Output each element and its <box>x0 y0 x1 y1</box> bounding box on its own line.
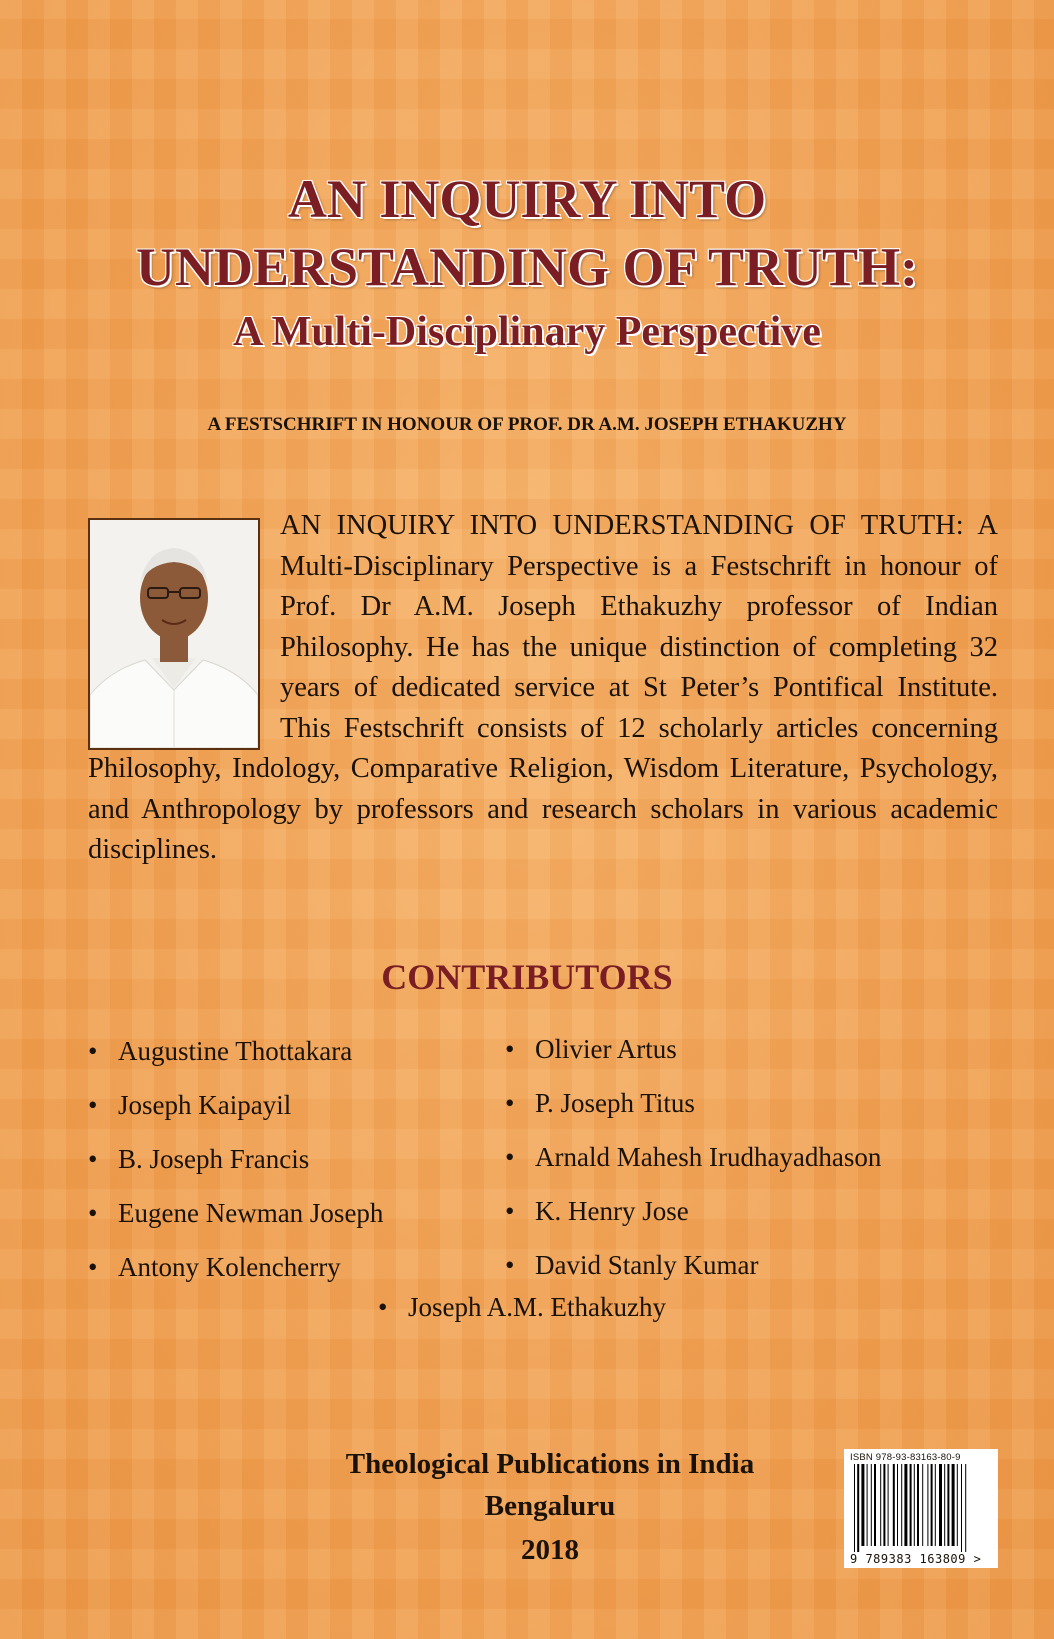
bullet: • <box>378 1292 388 1322</box>
isbn-label: ISBN 978-93-83163-80-9 <box>850 1452 961 1463</box>
barcode-bar <box>944 1464 945 1546</box>
contributors-heading: CONTRIBUTORS <box>381 957 673 997</box>
list-item <box>88 1024 383 1078</box>
barcode-bar <box>883 1464 885 1546</box>
barcode-bar <box>867 1464 868 1546</box>
publication-year: 2018 <box>521 1534 579 1566</box>
contributor-name: P. Joseph Titus <box>535 1088 695 1118</box>
barcode-bar <box>939 1464 942 1546</box>
barcode-bar <box>961 1464 962 1552</box>
barcode-bars <box>850 1464 992 1552</box>
contributor-last <box>378 1292 666 1323</box>
barcode-bar <box>901 1464 902 1546</box>
barcode-bar <box>904 1464 907 1546</box>
list-item <box>88 1240 383 1294</box>
contributor-name: Joseph Kaipayil <box>118 1090 292 1120</box>
barcode-bar <box>922 1464 923 1546</box>
barcode-bar <box>888 1464 889 1546</box>
barcode-bar <box>965 1464 966 1552</box>
barcode-bar <box>917 1464 919 1546</box>
bullet: • <box>505 1142 515 1172</box>
barcode-bar <box>935 1464 936 1546</box>
barcode-bar <box>861 1464 864 1546</box>
barcode-bar <box>897 1464 898 1546</box>
list-item <box>505 1130 881 1184</box>
barcode-bar <box>947 1464 949 1546</box>
isbn-digits: 9 789383 163809 > <box>850 1552 982 1566</box>
contributor-name: Eugene Newman Joseph <box>118 1198 384 1228</box>
list-item <box>88 1186 383 1240</box>
list-item <box>505 1076 881 1130</box>
barcode-bar <box>914 1464 915 1546</box>
contributor-name: Augustine Thottakara <box>118 1036 353 1066</box>
bullet: • <box>505 1196 515 1226</box>
barcode-bar <box>927 1464 928 1546</box>
barcode-bar <box>857 1464 859 1552</box>
barcode-bar <box>952 1464 955 1546</box>
bullet: • <box>88 1198 98 1228</box>
bullet: • <box>505 1250 515 1280</box>
contributor-name: B. Joseph Francis <box>118 1144 310 1174</box>
title-line-2: UNDERSTANDING OF TRUTH: <box>135 237 919 297</box>
description-text: AN INQUIRY INTO UNDERSTANDING OF TRUTH: A Multi-Disciplinary Perspective is a Festschrift in honour of Prof. Dr A.M. Joseph Ethakuzhy professor of Indian Philosophy. He has the unique distinction of completing 32 years of dedicated service at St Peter’s Pontifical Institute. This Festschrift consists of 12 scholarly articles concerning Philosophy, Indology, Comparative Religion, Wisdom Literature, Psychology, and Anthropology by professors and research scholars in various academic disciplines. <box>88 510 998 865</box>
publisher-name: Theological Publications in India <box>345 1448 755 1480</box>
subtitle: A Multi-Disciplinary Perspective <box>233 309 821 355</box>
isbn-barcode <box>844 1449 998 1568</box>
contributor-name: David Stanly Kumar <box>535 1250 759 1280</box>
barcode-bar <box>854 1464 855 1552</box>
contributors-right-column <box>505 1022 881 1292</box>
bullet: • <box>88 1090 98 1120</box>
bullet: • <box>505 1088 515 1118</box>
barcode-bar <box>871 1464 872 1546</box>
contributor-name: Olivier Artus <box>535 1034 677 1064</box>
barcode-bar <box>931 1464 933 1546</box>
contributor-name: Arnald Mahesh Irudhayadhason <box>535 1142 882 1172</box>
bullet: • <box>505 1034 515 1064</box>
barcode-bar <box>880 1464 881 1546</box>
barcode-bar <box>874 1464 876 1546</box>
list-item <box>88 1078 383 1132</box>
list-item <box>505 1022 881 1076</box>
publisher-city: Bengaluru <box>484 1490 616 1522</box>
barcode-bar <box>957 1464 958 1546</box>
barcode-bar <box>893 1464 895 1546</box>
bullet: • <box>88 1144 98 1174</box>
book-description <box>88 506 998 871</box>
bullet: • <box>88 1252 98 1282</box>
list-item <box>505 1184 881 1238</box>
title-line-1: AN INQUIRY INTO <box>287 169 767 229</box>
contributors-left-column <box>88 1024 383 1294</box>
bullet: • <box>88 1036 98 1066</box>
contributor-name: Joseph A.M. Ethakuzhy <box>408 1292 666 1322</box>
festschrift-dedication: A FESTSCHRIFT IN HONOUR OF PROF. DR A.M. JOSEPH ETHAKUZHY <box>207 414 847 435</box>
contributor-name: K. Henry Jose <box>535 1196 689 1226</box>
list-item <box>505 1238 881 1292</box>
list-item <box>88 1132 383 1186</box>
contributor-name: Antony Kolencherry <box>118 1252 341 1282</box>
barcode-bar <box>910 1464 912 1546</box>
